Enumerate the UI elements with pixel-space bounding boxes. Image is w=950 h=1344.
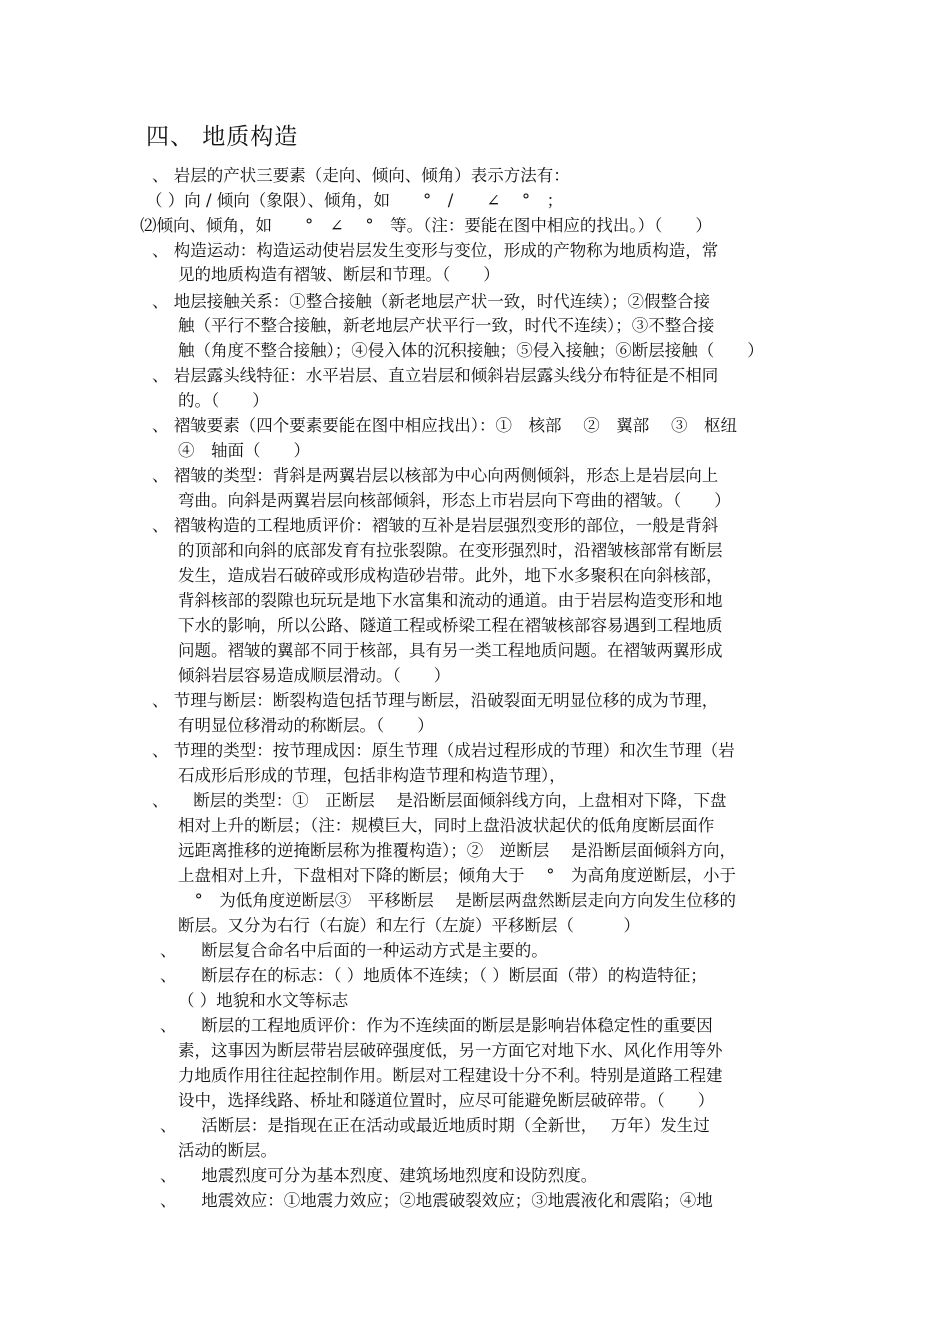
text-line: 背斜核部的裂隙也玩玩是地下水富集和流动的通道。由于岩层构造变形和地 bbox=[178, 591, 723, 610]
text-line: 、 断层存在的标志：（ ）地质体不连续；（ ）断层面（带）的构造特征； bbox=[160, 966, 707, 985]
text-line: 、 岩层的产状三要素（走向、倾向、倾角）表示方法有： bbox=[152, 166, 570, 185]
text-line: 倾斜岩层容易造成顺层滑动。（ ） bbox=[178, 666, 451, 685]
text-line: 、 断层复合命名中后面的一种运动方式是主要的。 bbox=[160, 941, 548, 960]
text-line: 触（角度不整合接触）；④侵入体的沉积接触；⑤侵入接触；⑥断层接触（ ） bbox=[178, 341, 764, 360]
text-line: 、 地层接触关系：①整合接触（新老地层产状一致，时代连续）；②假整合接 bbox=[152, 292, 710, 311]
text-line: ④ 轴面（ ） bbox=[178, 441, 310, 460]
text-line: 、 岩层露头线特征：水平岩层、直立岩层和倾斜岩层露头线分布特征是不相同 bbox=[152, 366, 719, 385]
text-line: 断层。又分为右行（右旋）和左行（左旋）平移断层（ ） bbox=[178, 916, 640, 935]
text-line: （ ）地貌和水文等标志 bbox=[178, 991, 349, 1010]
text-line: 、 断层的工程地质评价：作为不连续面的断层是影响岩体稳定性的重要因 bbox=[160, 1016, 713, 1035]
text-line: 问题。褶皱的翼部不同于核部，具有另一类工程地质问题。在褶皱两翼形成 bbox=[178, 641, 723, 660]
section-heading: 四、 地质构造 bbox=[146, 124, 299, 150]
text-line: 石成形后形成的节理，包括非构造节理和构造节理）， bbox=[178, 766, 566, 785]
text-line: 远距离推移的逆掩断层称为推覆构造）；② 逆断层 是沿断层面倾斜方向， bbox=[178, 841, 736, 860]
text-line: 的顶部和向斜的底部发育有拉张裂隙。在变形强烈时，沿褶皱核部常有断层 bbox=[178, 541, 723, 560]
text-line: 下水的影响，所以公路、隧道工程或桥梁工程在褶皱核部容易遇到工程地质 bbox=[178, 616, 723, 635]
text-line: （ ）向 / 倾向（象限）、倾角，如 ° / ∠ ° ； bbox=[146, 191, 564, 210]
text-line: ° 为低角度逆断层③ 平移断层 是断层两盘然断层走向方向发生位移的 bbox=[178, 891, 736, 910]
text-line: 的。（ ） bbox=[178, 391, 269, 410]
text-line: 、 断层的类型：① 正断层 是沿断层面倾斜线方向，上盘相对下降，下盘 bbox=[152, 791, 727, 810]
text-line: 、 地震烈度可分为基本烈度、建筑场地烈度和设防烈度。 bbox=[160, 1166, 598, 1185]
text-line: 上盘相对上升，下盘相对下降的断层；倾角大于 ° 为高角度逆断层，小于 bbox=[178, 866, 736, 885]
text-line: 发生，造成岩石破碎或形成构造砂岩带。此外，地下水多聚积在向斜核部， bbox=[178, 566, 723, 585]
text-line: 设中，选择线路、桥址和隧道位置时，应尽可能避免断层破碎带。（ ） bbox=[178, 1091, 715, 1110]
text-line: 素，这事因为断层带岩层破碎强度低，另一方面它对地下水、风化作用等外 bbox=[178, 1041, 723, 1060]
text-line: 、 活断层：是指现在正在活动或最近地质时期（全新世， 万年）发生过 bbox=[160, 1116, 710, 1135]
text-line: 相对上升的断层；（注：规模巨大，同时上盘沿波状起伏的低角度断层面作 bbox=[178, 816, 715, 835]
text-line: ⑵倾向、倾角，如 ° ∠ ° 等。（注：要能在图中相应的找出。）（ ） bbox=[140, 216, 712, 235]
text-line: 、 地震效应：①地震力效应；②地震破裂效应；③地震液化和震陷；④地 bbox=[160, 1191, 713, 1210]
text-line: 、 褶皱构造的工程地质评价：褶皱的互补是岩层强烈变形的部位，一般是背斜 bbox=[152, 516, 719, 535]
text-line: 、 节理的类型：按节理成因：原生节理（成岩过程形成的节理）和次生节理（岩 bbox=[152, 741, 735, 760]
text-line: 、 构造运动：构造运动使岩层发生变形与变位，形成的产物称为地质构造，常 bbox=[152, 241, 719, 260]
text-line: 有明显位移滑动的称断层。（ ） bbox=[178, 716, 434, 735]
text-line: 活动的断层。 bbox=[178, 1141, 277, 1160]
text-line: 、 褶皱的类型：背斜是两翼岩层以核部为中心向两侧倾斜，形态上是岩层向上 bbox=[152, 466, 719, 485]
text-line: 见的地质构造有褶皱、断层和节理。（ ） bbox=[178, 265, 500, 284]
text-line: 力地质作用往往起控制作用。断层对工程建设十分不利。特别是道路工程建 bbox=[178, 1066, 723, 1085]
text-line: 弯曲。向斜是两翼岩层向核部倾斜，形态上市岩层向下弯曲的褶皱。（ ） bbox=[178, 491, 731, 510]
text-line: 触（平行不整合接触，新老地层产状平行一致，时代不连续）；③不整合接 bbox=[178, 316, 715, 335]
text-line: 、 节理与断层：断裂构造包括节理与断层，沿破裂面无明显位移的成为节理， bbox=[152, 691, 719, 710]
text-line: 、 褶皱要素（四个要素要能在图中相应找出）：① 核部 ② 翼部 ③ 枢纽 bbox=[152, 416, 737, 435]
